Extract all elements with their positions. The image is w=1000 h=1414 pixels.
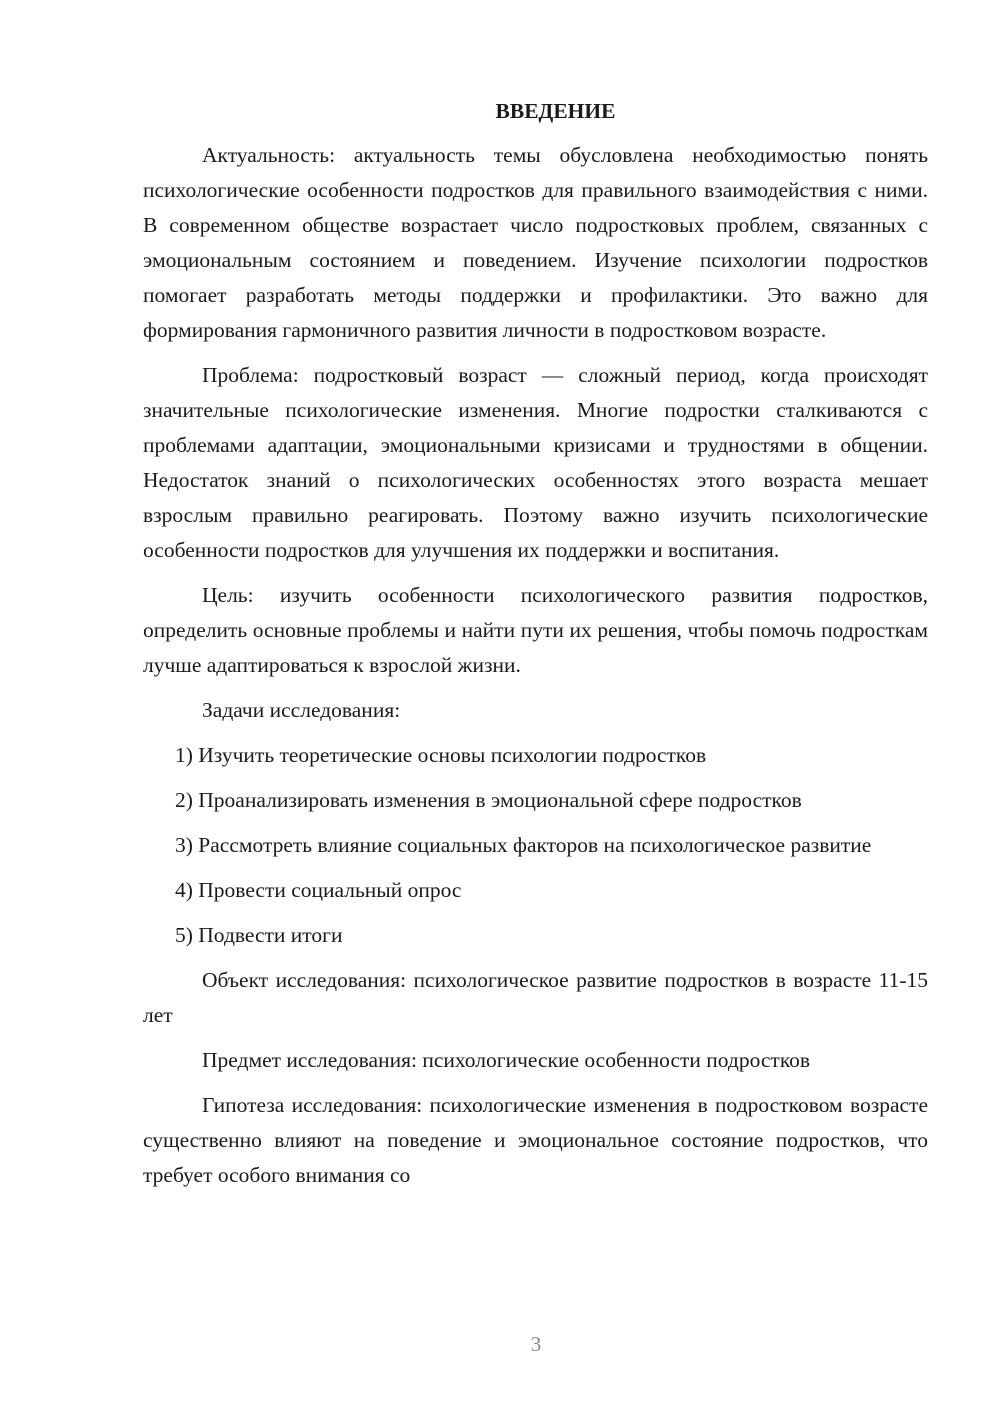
list-item: 5) Подвести итоги <box>175 923 343 947</box>
list-item: 3) Рассмотреть влияние социальных факторов на психологическое развитие <box>175 833 872 857</box>
page-title: ВВЕДЕНИЕ <box>495 99 616 123</box>
tasks-heading: Задачи исследования: <box>202 698 401 722</box>
paragraph-relevance: Актуальность: актуальность темы обусловлена необходимостью понять психологические особенности подростков для правильного взаимодействия с ними. В современном обществе возрастает число подростковых проблем, связанных с эмоциональным состоянием и поведением. Изучение психологии подростков помогает разработать методы поддержки и профилактики. Это важно для формирования гармоничного развития личности в подростковом возрасте. <box>143 143 928 342</box>
paragraph-goal: Цель: изучить особенности психологического развития подростков, определить основные проблемы и найти пути их решения, чтобы помочь подросткам лучше адаптироваться к взрослой жизни. <box>143 583 928 677</box>
paragraph-hypothesis: Гипотеза исследования: психологические изменения в подростковом возрасте существенно влияют на поведение и эмоциональное состояние подростков, что требует особого внимания со <box>143 1093 928 1187</box>
list-item: 4) Провести социальный опрос <box>175 878 462 902</box>
paragraph-subject: Предмет исследования: психологические особенности подростков <box>202 1048 811 1072</box>
paragraph-problem: Проблема: подростковый возраст — сложный период, когда происходят значительные психологические изменения. Многие подростки сталкиваются с проблемами адаптации, эмоциональными кризисами и трудностями в общении. Недостаток знаний о психологических особенностях этого возраста мешает взрослым правильно реагировать. Поэтому важно изучить психологические особенности подростков для улучшения их поддержки и воспитания. <box>143 363 928 562</box>
tasks-list <box>143 738 928 953</box>
page-number: 3 <box>530 1332 542 1356</box>
list-item: 2) Проанализировать изменения в эмоциональной сфере подростков <box>175 788 802 812</box>
document-page <box>143 96 928 1203</box>
list-item: 1) Изучить теоретические основы психологии подростков <box>175 743 707 767</box>
paragraph-object: Объект исследования: психологическое развитие подростков в возрасте 11-15 лет <box>143 968 928 1027</box>
